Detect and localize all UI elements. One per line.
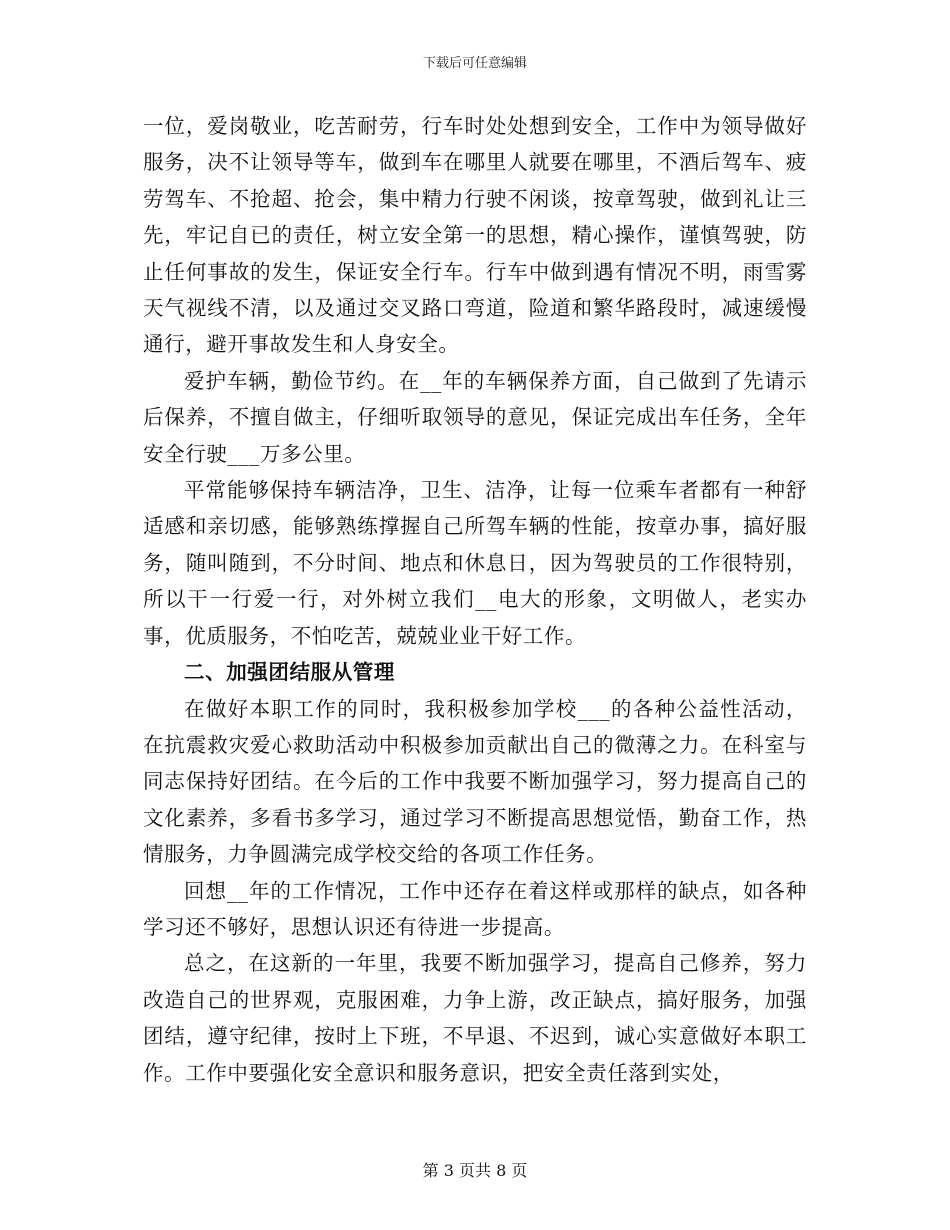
page-header: 下载后可任意编辑 [422, 56, 527, 71]
paragraph: 在做好本职工作的同时，我积极参加学校___的各种公益性活动，在抗震救灾爱心救助活动中积极参加贡献出自己的微薄之力。在科室与同志保持好团结。在今后的工作中我要不断加强学习，努力提高自己的文化素养，多看书多学习，通过学习不断提高思想觉悟，勤奋工作，热情服务，力争圆满完成学校交给的各项工作任务。 [143, 696, 807, 867]
paragraph: 平常能够保持车辆洁净，卫生、洁净，让每一位乘车者都有一种舒适感和亲切感，能够熟练撑握自己所驾车辆的性能，按章办事，搞好服务，随叫随到，不分时间、地点和休息日，因为驾驶员的工作很特别，所以干一行爱一行，对外树立我们__电大的形象，文明做人，老实办事，优质服务，不怕吃苦，兢兢业业干好工作。 [143, 478, 807, 648]
paragraph: 爱护车辆，勤俭节约。在__年的车辆保养方面，自己做到了先请示后保养，不擅自做主，仔细听取领导的意见，保证完成出车任务，全年安全行驶___万多公里。 [143, 368, 807, 466]
document-body [143, 108, 807, 1091]
paragraph: 一位，爱岗敬业，吃苦耐劳，行车时处处想到安全，工作中为领导做好服务，决不让领导等车，做到车在哪里人就要在哪里，不酒后驾车、疲劳驾车、不抢超、抢会，集中精力行驶不闲谈，按章驾驶，做到礼让三先，牢记自已的责任，树立安全第一的思想，精心操作，谨慎驾驶，防止任何事故的发生，保证安全行车。行车中做到遇有情况不明，雨雪雾天气视线不清，以及通过交叉路口弯道，险道和繁华路段时，减速缓慢通行，避开事故发生和人身安全。 [143, 114, 807, 357]
section-heading: 二、加强团结服从管理 [184, 660, 395, 685]
paragraph: 回想__年的工作情况，工作中还存在着这样或那样的缺点，如各种学习还不够好，思想认识还有待进一步提高。 [143, 878, 807, 939]
paragraph: 总之，在这新的一年里，我要不断加强学习，提高自己修养，努力改造自己的世界观，克服困难，力争上游，改正缺点，搞好服务，加强团结，遵守纪律，按时上下班，不早退、不迟到，诚心实意做好本职工作。工作中要强化安全意识和服务意识，把安全责任落到实处， [143, 951, 807, 1085]
page-footer: 第 3 页共 8 页 [422, 1161, 528, 1180]
